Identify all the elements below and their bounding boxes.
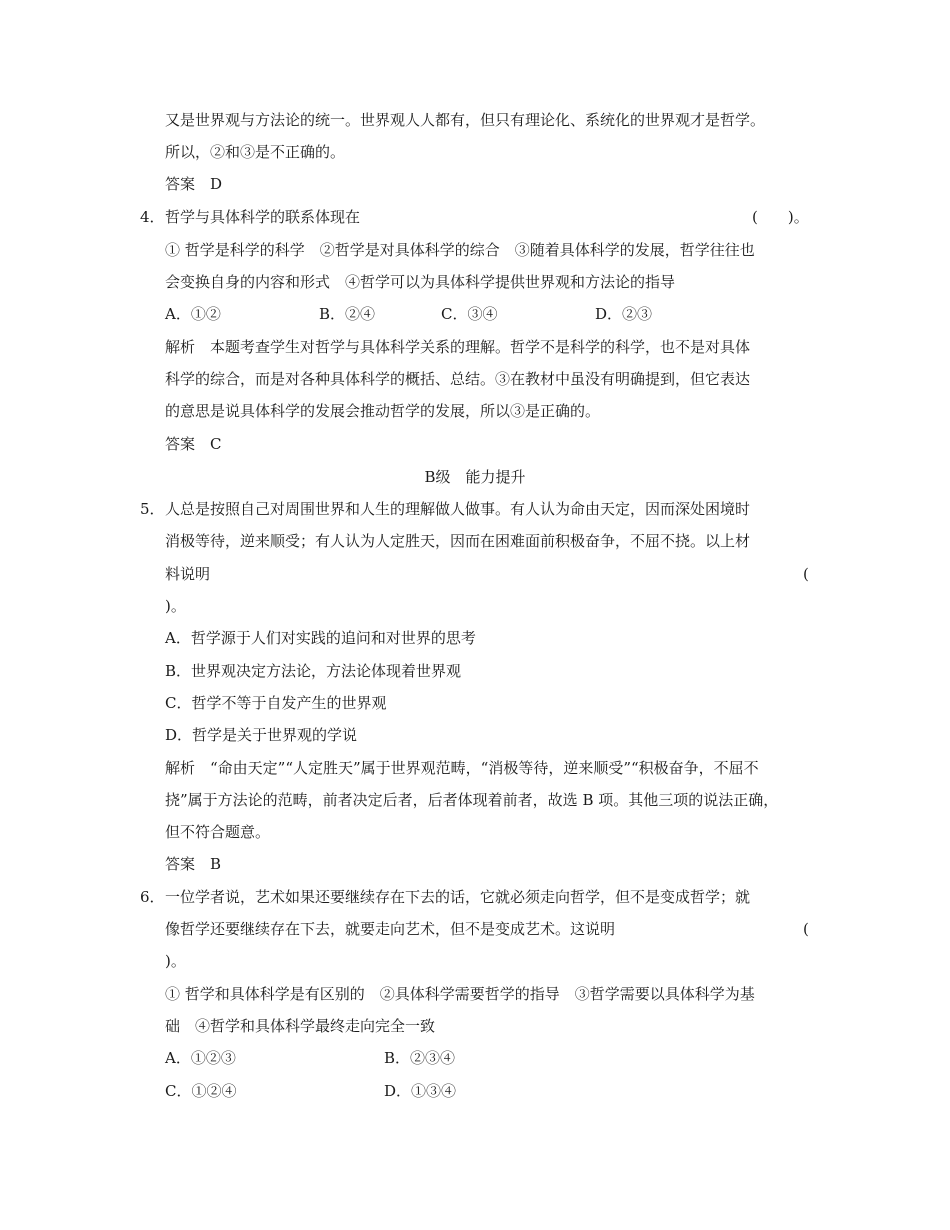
q5-option-c: C．哲学不等于自发产生的世界观 bbox=[165, 694, 387, 712]
q6-number: 6． bbox=[140, 888, 165, 906]
q4-bracket: ( )。 bbox=[752, 208, 809, 226]
q4-number: 4． bbox=[140, 208, 165, 226]
q5-answer: 答案 B bbox=[165, 855, 222, 873]
q4-option-d: D．②③ bbox=[595, 305, 653, 323]
q4-answer: 答案 C bbox=[165, 435, 222, 453]
q5-analysis-line-3: 但不符合题意。 bbox=[165, 823, 271, 841]
q5-option-b: B．世界观决定方法论，方法论体现着世界观 bbox=[165, 662, 462, 680]
q4-statements-line-2: 会变换自身的内容和形式 ④哲学可以为具体科学提供世界观和方法论的指导 bbox=[165, 273, 676, 291]
q4-option-b: B．②④ bbox=[319, 305, 376, 323]
q3-text-line-2: 所以，②和③是不正确的。 bbox=[165, 143, 346, 161]
q4-analysis-line-1: 解析 本题考查学生对哲学与具体科学关系的理解。哲学不是科学的科学，也不是对具体 bbox=[165, 338, 751, 356]
q6-stem-line-2: 像哲学还要继续存在下去，就要走向艺术，但不是变成艺术。这说明 bbox=[165, 920, 616, 938]
q6-stem-line-1: 一位学者说，艺术如果还要继续存在下去的话，它就必须走向哲学，但不是变成哲学；就 bbox=[165, 888, 751, 906]
q5-number: 5． bbox=[140, 500, 165, 518]
q6-statements-line-2: 础 ④哲学和具体科学最终走向完全一致 bbox=[165, 1017, 436, 1035]
q6-bracket-open: ( bbox=[803, 920, 809, 938]
q3-answer: 答案 D bbox=[165, 175, 223, 193]
q5-bracket-close: )。 bbox=[165, 597, 186, 615]
q5-option-a: A．哲学源于人们对实践的追问和对世界的思考 bbox=[165, 629, 476, 647]
q5-analysis-line-2: 挠”属于方法论的范畴，前者决定后者，后者体现着前者，故选 B 项。其他三项的说法正确， bbox=[165, 791, 779, 809]
q5-bracket-open: ( bbox=[803, 565, 809, 583]
q6-bracket-close: )。 bbox=[165, 952, 186, 970]
q4-analysis-line-2: 科学的综合，而是对各种具体科学的概括、总结。③在教材中虽没有明确提到，但它表达 bbox=[165, 370, 751, 388]
q5-option-d: D．哲学是关于世界观的学说 bbox=[165, 726, 358, 744]
q6-option-b: B．②③④ bbox=[384, 1049, 456, 1067]
q5-analysis-line-1: 解析 “命由天定”“人定胜天”属于世界观范畴，“消极等待，逆来顺受”“积极奋争，不屈不 bbox=[165, 759, 759, 777]
q5-stem-line-3: 料说明 bbox=[165, 565, 211, 583]
q4-analysis-line-3: 的意思是说具体科学的发展会推动哲学的发展，所以③是正确的。 bbox=[165, 402, 601, 420]
q4-statements-line-1: ① 哲学是科学的科学 ②哲学是对具体科学的综合 ③随着具体科学的发展，哲学往往也 bbox=[165, 241, 755, 259]
q6-option-c: C．①②④ bbox=[165, 1082, 237, 1100]
q5-stem-line-1: 人总是按照自己对周围世界和人生的理解做人做事。有人认为命由天定，因而深处困境时 bbox=[165, 500, 751, 518]
q4-option-a: A．①② bbox=[165, 305, 221, 323]
q3-text-line-1: 又是世界观与方法论的统一。世界观人人都有，但只有理论化、系统化的世界观才是哲学。 bbox=[165, 111, 766, 129]
q4-option-c: C．③④ bbox=[441, 305, 498, 323]
q6-option-a: A．①②③ bbox=[165, 1049, 236, 1067]
q5-stem-line-2: 消极等待，逆来顺受；有人认为人定胜天，因而在困难面前积极奋争，不屈不挠。以上材 bbox=[165, 532, 751, 550]
q6-statements-line-1: ① 哲学和具体科学是有区别的 ②具体科学需要哲学的指导 ③哲学需要以具体科学为基 bbox=[165, 985, 755, 1003]
q4-stem: 哲学与具体科学的联系体现在 bbox=[165, 208, 361, 226]
section-heading: B级 能力提升 bbox=[424, 468, 526, 486]
q6-option-d: D．①③④ bbox=[384, 1082, 457, 1100]
